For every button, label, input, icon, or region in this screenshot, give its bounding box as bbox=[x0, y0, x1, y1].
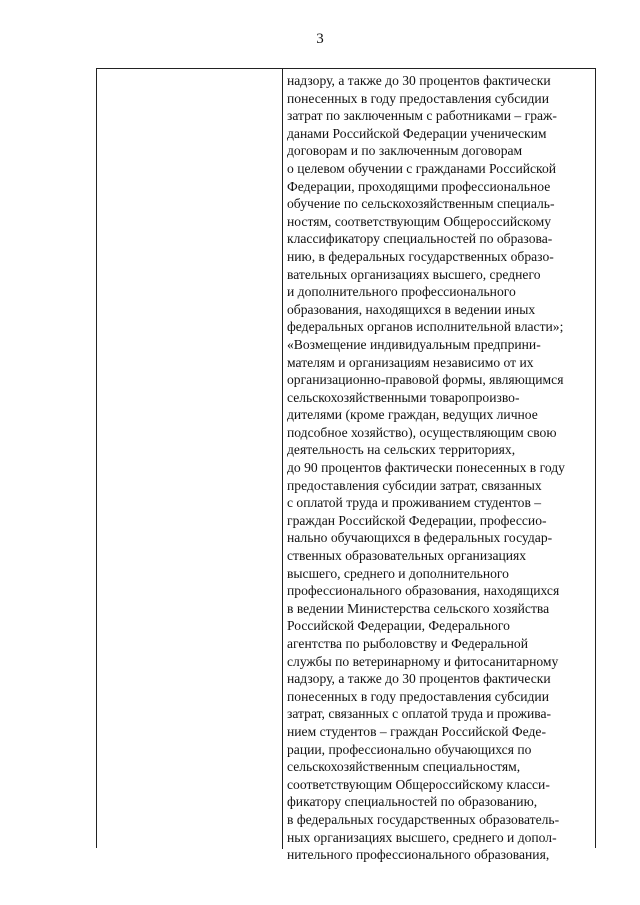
text-line: профессионального образования, находящихся bbox=[287, 583, 560, 599]
text-line: сельскохозяйственными товаропроизво- bbox=[287, 389, 520, 405]
text-line: затрат, связанных с оплатой труда и прожива- bbox=[287, 706, 552, 722]
text-line: деятельность на сельских территориях, bbox=[287, 442, 516, 458]
text-line: мателям и организациям независимо от их bbox=[287, 354, 534, 370]
text-line: ностям, соответствующим Общероссийскому bbox=[287, 213, 552, 229]
text-line: сельскохозяйственным специальностям, bbox=[287, 759, 521, 775]
text-line: в ведении Министерства сельского хозяйства bbox=[287, 600, 550, 616]
text-line: предоставления субсидии затрат, связанных bbox=[287, 477, 542, 493]
text-line: классификатору специальностей по образова- bbox=[287, 231, 553, 247]
text-line: федеральных органов исполнительной власти»; bbox=[287, 319, 564, 335]
text-line: с оплатой труда и проживанием студентов – bbox=[287, 495, 542, 511]
text-line: Российской Федерации, Федерального bbox=[287, 618, 510, 634]
text-line: рации, профессионально обучающихся по bbox=[287, 741, 532, 757]
document-table bbox=[96, 68, 596, 863]
text-line: понесенных в году предоставления субсидии bbox=[287, 688, 549, 704]
table-right-column bbox=[283, 69, 595, 863]
text-line: понесенных в году предоставления субсидии bbox=[287, 90, 549, 106]
text-line: в федеральных государственных образователь- bbox=[287, 811, 560, 827]
text-line: нительного профессионального образования, bbox=[287, 847, 550, 863]
text-line: нием студентов – граждан Российской Феде- bbox=[287, 723, 546, 739]
text-line: о целевом обучении с гражданами Российской bbox=[287, 160, 557, 176]
text-line: нально обучающихся в федеральных государ- bbox=[287, 530, 553, 546]
text-line: службы по ветеринарному и фитосанитарному bbox=[287, 653, 559, 669]
page-number: 3 bbox=[316, 31, 324, 47]
text-line: надзору, а также до 30 процентов фактически bbox=[287, 671, 551, 687]
text-line: дителями (кроме граждан, ведущих личное bbox=[287, 407, 538, 423]
text-line: и дополнительного профессионального bbox=[287, 284, 516, 300]
text-line: высшего, среднего и дополнительного bbox=[287, 565, 509, 581]
text-line: данами Российской Федерации ученическим bbox=[287, 125, 547, 141]
table-left-column bbox=[97, 69, 283, 849]
text-line: агентства по рыболовству и Федеральной bbox=[287, 636, 528, 651]
text-line: затрат по заключенным с работниками – граж- bbox=[287, 108, 557, 124]
text-line: организационно-правовой формы, являющимся bbox=[287, 372, 564, 388]
text-line: договорам и по заключенным договорам bbox=[287, 143, 523, 159]
text-line: ных организациях высшего, среднего и допол- bbox=[287, 829, 557, 845]
text-line: обучение по сельскохозяйственным специаль- bbox=[287, 196, 555, 212]
text-line: подсобное хозяйство), осуществляющим свою bbox=[287, 424, 557, 440]
right-column-text bbox=[283, 69, 595, 864]
text-line: ственных образовательных организациях bbox=[287, 548, 527, 564]
text-line: вательных организациях высшего, среднего bbox=[287, 266, 541, 282]
text-line: надзору, а также до 30 процентов фактически bbox=[287, 73, 551, 88]
text-line: нию, в федеральных государственных образо- bbox=[287, 248, 554, 264]
text-line: образования, находящихся в ведении иных bbox=[287, 301, 536, 317]
text-line: граждан Российской Федерации, профессио- bbox=[287, 512, 547, 528]
text-line: до 90 процентов фактически понесенных в году bbox=[287, 460, 565, 476]
text-line: фикатору специальностей по образованию, bbox=[287, 794, 538, 810]
text-line: соответствующим Общероссийскому класси- bbox=[287, 776, 550, 792]
text-line: Федерации, проходящими профессиональное bbox=[287, 178, 551, 194]
text-line: «Возмещение индивидуальным предприни- bbox=[287, 336, 541, 352]
